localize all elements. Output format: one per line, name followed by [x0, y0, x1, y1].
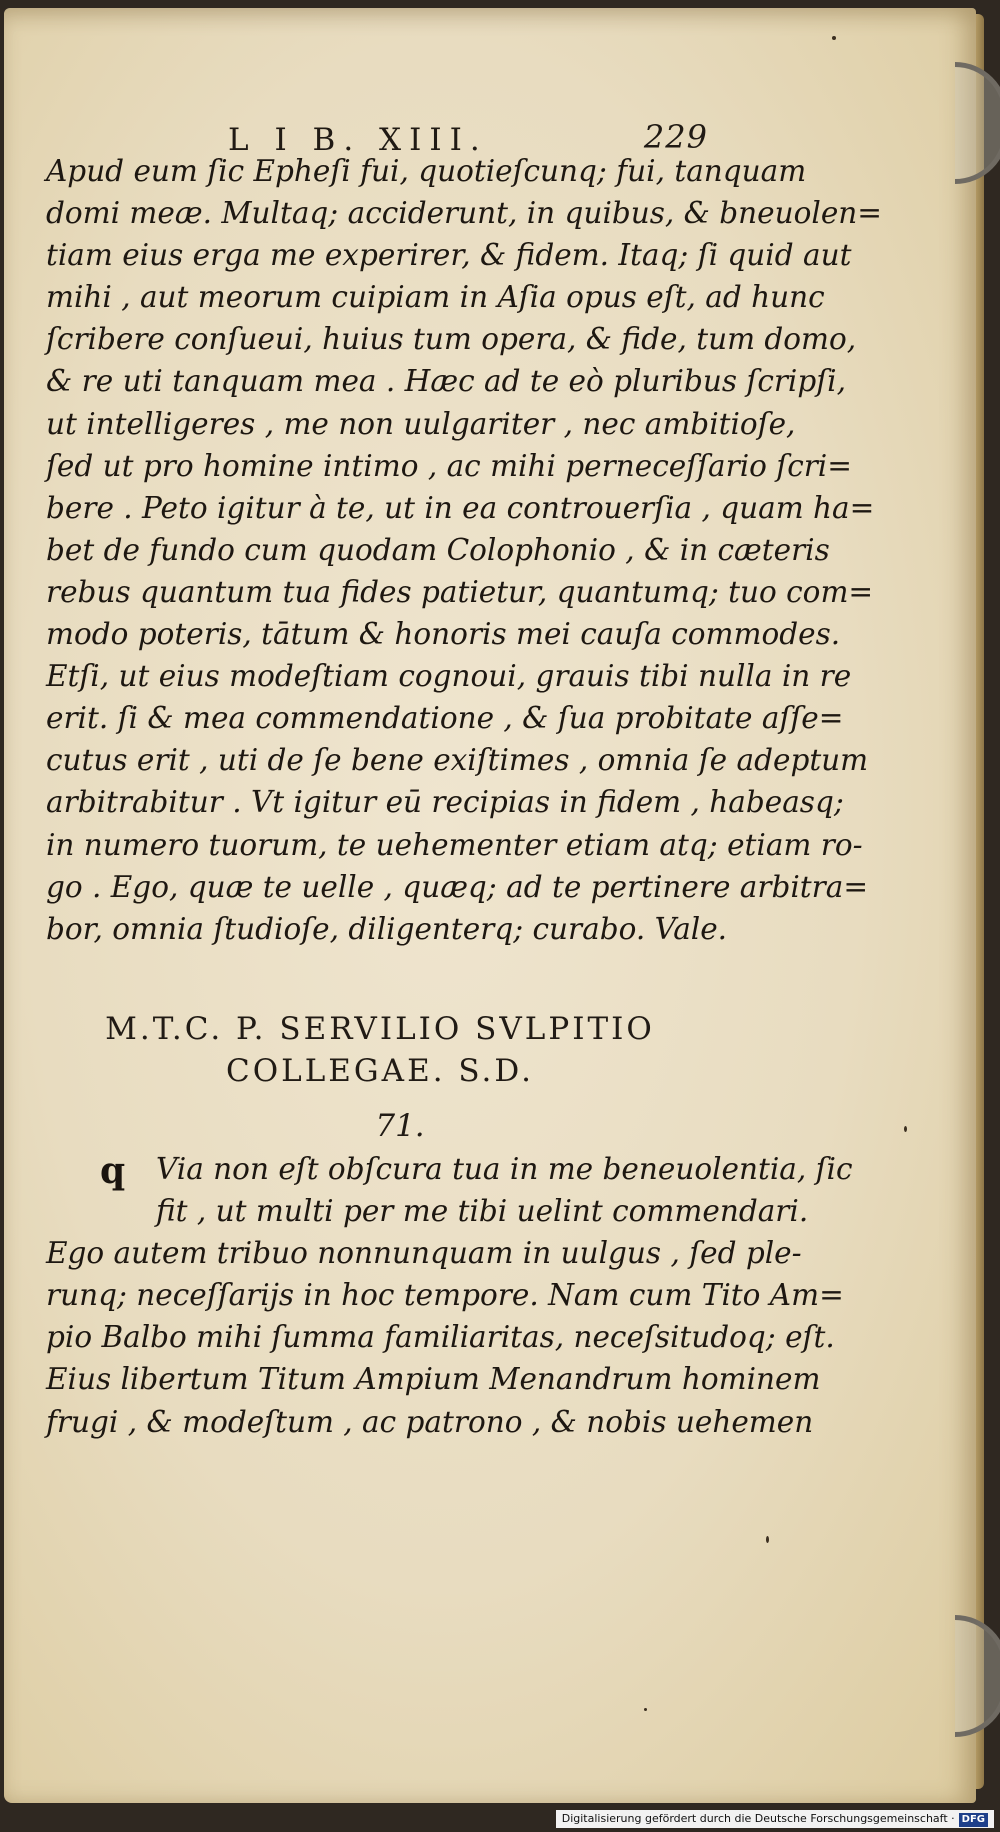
text-line: bere . Peto igitur à te, ut in ea controuerſia , quam ha= — [46, 490, 875, 525]
dfg-logo: DFG — [959, 1813, 988, 1827]
text-line: erit. ſi & mea commendatione , & ſua probitate aſſe= — [46, 701, 844, 736]
text-line: domi meæ. Multaq; acciderunt, in quibus, & bneuolen= — [46, 196, 882, 231]
text-line: pio Balbo mihi ſumma familiaritas, neceſsitudoq; eſt. — [46, 1320, 835, 1355]
letter-70-body — [46, 150, 882, 950]
text-line: ſed ut pro homine intimo , ac mihi perneceſſario ſcri= — [46, 448, 852, 483]
text-line: rebus quantum tua fides patietur, quantumq; tuo com= — [46, 574, 874, 609]
credit-text: Digitalisierung gefördert durch die Deutsche Forschungsgemeinschaft · — [561, 1812, 955, 1825]
letter-number: 71. — [375, 1108, 425, 1144]
text-line: Apud eum ſic Epheſi fui, quotieſcunq; fui, tanquam — [46, 154, 807, 188]
clasp-ring-top — [955, 62, 1000, 184]
text-line: & re uti tanquam mea . Hæc ad te eò pluribus ſcripſi, — [46, 364, 846, 399]
text-line: Ego autem tribuo nonnunquam in uulgus , ſed ple- — [46, 1236, 802, 1271]
text-line: bor, omnia ſtudioſe, diligenterq; curabo. Vale. — [46, 911, 728, 946]
text-line: fit , ut multi per me tibi uelint commendari. — [156, 1194, 809, 1229]
text-line: ut intelligeres , me non uulgariter , nec ambitioſe, — [46, 406, 796, 441]
clasp-ring-bottom — [955, 1615, 1000, 1737]
heading-line-1: M.T.C. P. SERVILIO SVLPITIO — [105, 1011, 655, 1047]
text-line: mihi , aut meorum cuipiam in Aſia opus eſt, ad hunc — [46, 280, 825, 315]
text-line: tiam eius erga me experirer, & fidem. Itaq; ſi quid aut — [46, 238, 852, 273]
text-line: runq; neceſſarijs in hoc tempore. Nam cum Tito Am= — [46, 1278, 844, 1313]
heading-line-2: COLLEGAE. S.D. — [225, 1053, 534, 1089]
text-line: go . Ego, quæ te uelle , quæq; ad te pertinere arbitra= — [46, 869, 869, 904]
letter-heading — [60, 1008, 700, 1092]
text-line: Eius libertum Titum Ampium Menandrum hominem — [46, 1362, 821, 1397]
page-number: 229 — [643, 118, 708, 156]
initial-letter: q — [100, 1150, 126, 1192]
digitization-credit — [556, 1810, 994, 1828]
text-line: Via non eſt obſcura tua in me beneuolentia, ſic — [156, 1152, 853, 1186]
text-line: Etſi, ut eius modeſtiam cognoui, grauis tibi nulla in re — [46, 659, 852, 694]
book-title: L I B. XIII. — [228, 122, 488, 158]
text-line: modo poteris, tātum & honoris mei cauſa commodes. — [46, 617, 841, 652]
text-line: frugi , & modeſtum , ac patrono , & nobis uehemen — [46, 1404, 814, 1439]
text-line: cutus erit , uti de ſe bene exiſtimes , omnia ſe adeptum — [46, 743, 869, 778]
text-line: bet de fundo cum quodam Colophonio , & in cæteris — [46, 532, 830, 567]
text-line: arbitrabitur . Vt igitur eū recipias in fidem , habeasq; — [46, 785, 844, 820]
text-line: in numero tuorum, te uehementer etiam atq; etiam ro- — [46, 827, 863, 862]
text-line: ſcribere conſueui, huius tum opera, & fide, tum domo, — [46, 322, 857, 357]
letter-71-body — [46, 1148, 853, 1443]
